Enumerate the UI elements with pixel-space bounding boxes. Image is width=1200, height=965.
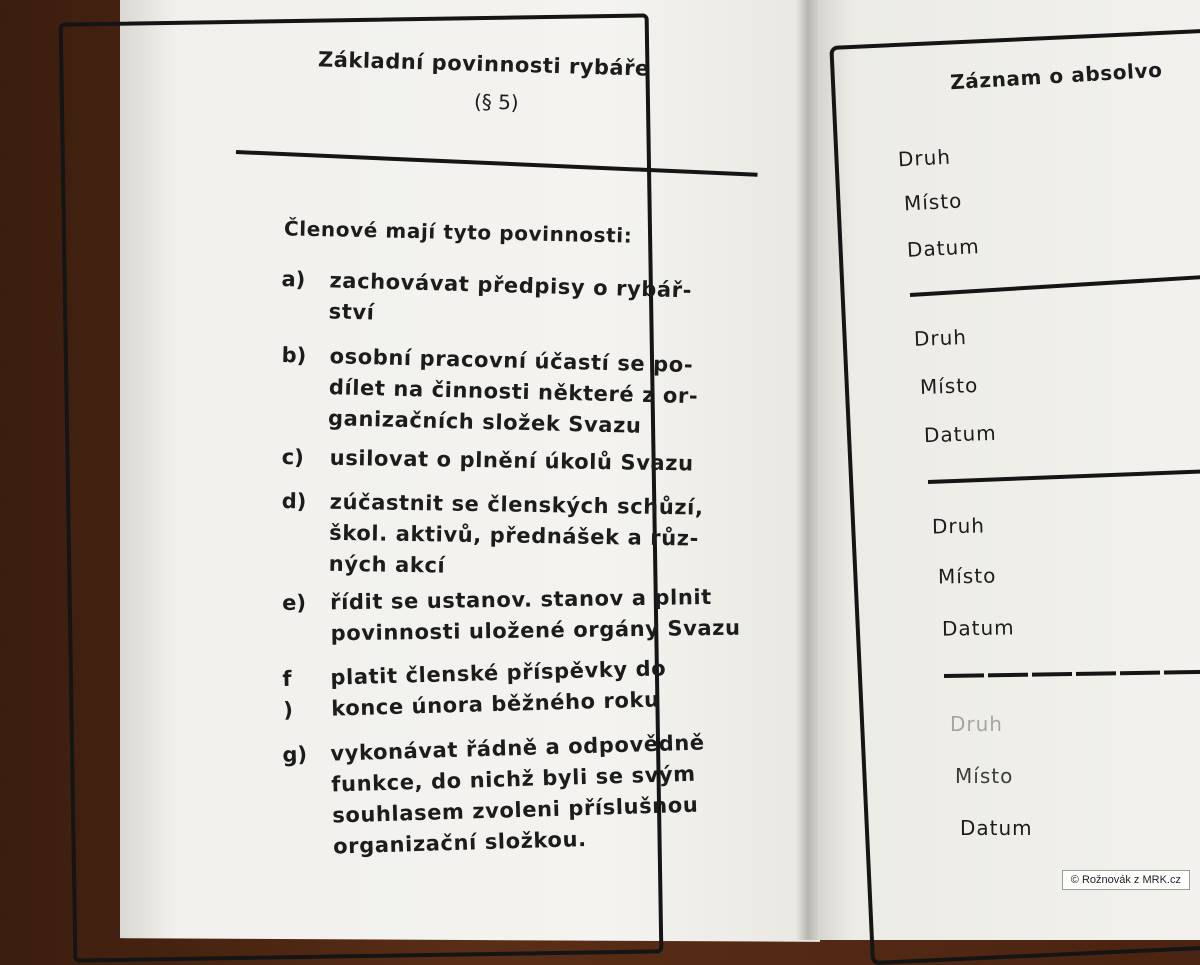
datum-label: Datum: [941, 615, 1015, 641]
datum-label: Datum: [960, 816, 1033, 840]
duty-text: vykonávat řádně a odpovědně funkce, do nichž byli se svým souhlasem zvoleni příslušnou organizační složkou.: [330, 730, 705, 859]
intro-text: Členové mají tyto povinnosti:: [283, 216, 633, 248]
druh-label: Druh: [950, 712, 1003, 736]
datum-label: Datum: [923, 420, 998, 448]
record-title: Záznam o absolvo: [949, 57, 1164, 95]
duty-mark: d): [281, 488, 307, 514]
photo-credit: © Rožnovák z MRK.cz: [1062, 870, 1190, 890]
druh-label: Druh: [931, 513, 986, 539]
section-reference: (§ 5): [473, 89, 520, 115]
duty-mark: f ): [282, 666, 294, 722]
druh-label: Druh: [897, 144, 952, 172]
duty-text: zachovávat předpisy o rybář- ství: [328, 268, 693, 325]
duty-mark: g): [282, 742, 308, 767]
duty-mark: e): [282, 590, 307, 615]
misto-label: Místo: [903, 188, 963, 216]
duty-text: řídit se ustanov. stanov a plnit povinnosti uložené orgány Svazu: [330, 585, 741, 646]
duty-text: zúčastnit se členských schůzí, škol. aktivů, přednášek a růz- ných akcí: [328, 489, 704, 578]
duty-mark: c): [281, 444, 304, 470]
duty-text: osobní pracovní účastí se po- dílet na činnosti některé z or- ganizačních složek Svazu: [327, 344, 699, 438]
duty-text: platit členské příspěvky do konce února běžného roku: [330, 656, 667, 721]
duty-text: usilovat o plnění úkolů Svazu: [329, 445, 694, 476]
misto-label: Místo: [919, 372, 979, 400]
misto-label: Místo: [955, 764, 1014, 788]
misto-label: Místo: [937, 563, 997, 589]
page-title: Základní povinnosti rybáře: [317, 47, 651, 81]
druh-label: Druh: [913, 325, 968, 351]
booklet-spine: [796, 0, 820, 940]
duty-mark: b): [281, 342, 307, 368]
datum-label: Datum: [906, 234, 981, 262]
duty-mark: a): [281, 266, 306, 292]
